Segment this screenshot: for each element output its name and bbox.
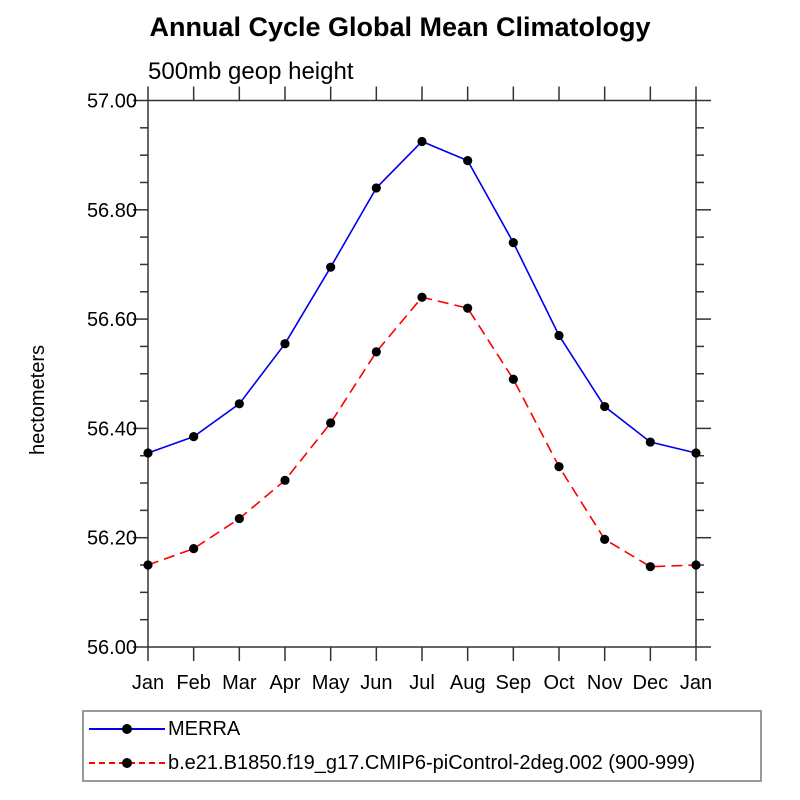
data-point bbox=[554, 331, 563, 340]
data-point bbox=[280, 339, 289, 348]
data-point bbox=[143, 560, 152, 569]
x-tick-label: Jan bbox=[131, 672, 165, 694]
data-point bbox=[691, 560, 700, 569]
y-tick-label: 56.60 bbox=[86, 309, 137, 332]
data-point bbox=[326, 418, 335, 427]
legend-sample-dashed-line bbox=[89, 758, 165, 768]
y-tick-label: 56.00 bbox=[86, 637, 137, 659]
plot-generated bbox=[87, 87, 712, 695]
data-point bbox=[646, 437, 655, 446]
x-tick-label: Feb bbox=[176, 672, 211, 694]
data-point bbox=[417, 293, 426, 302]
data-point bbox=[372, 183, 381, 192]
data-point bbox=[600, 402, 609, 411]
series-line-1 bbox=[148, 297, 696, 566]
y-tick-label: 56.20 bbox=[86, 527, 137, 550]
data-point bbox=[554, 462, 563, 471]
data-point bbox=[509, 375, 518, 384]
data-point bbox=[600, 535, 609, 544]
x-tick-label: Jul bbox=[409, 672, 435, 694]
data-point bbox=[417, 137, 426, 146]
legend-label-model: b.e21.B1850.f19_g17.CMIP6-piControl-2deg.002 (900-999) bbox=[168, 751, 696, 774]
data-point bbox=[691, 448, 700, 457]
legend bbox=[82, 710, 762, 782]
y-tick-label: 56.40 bbox=[86, 418, 137, 441]
chart-subtitle: 500mb geop height bbox=[148, 58, 354, 85]
legend-label-merra: MERRA bbox=[168, 717, 241, 740]
marker-dot-icon bbox=[122, 724, 132, 734]
x-tick-label: Jan bbox=[679, 672, 713, 694]
legend-item-model bbox=[84, 746, 760, 780]
y-axis-title: hectometers bbox=[27, 344, 49, 456]
y-tick-label: 56.80 bbox=[86, 199, 137, 222]
plot-frame bbox=[148, 101, 696, 648]
legend-sample-solid-line bbox=[89, 724, 165, 734]
data-point bbox=[189, 544, 198, 553]
legend-item-merra bbox=[84, 712, 760, 746]
data-point bbox=[372, 347, 381, 356]
data-point bbox=[646, 562, 655, 571]
x-tick-label: Mar bbox=[222, 672, 257, 694]
data-point bbox=[280, 476, 289, 485]
data-point bbox=[509, 238, 518, 247]
x-tick-label: Dec bbox=[632, 672, 669, 694]
x-tick-label: Apr bbox=[269, 672, 301, 694]
x-tick-label: May bbox=[311, 672, 350, 694]
data-point bbox=[143, 448, 152, 457]
chart-title: Annual Cycle Global Mean Climatology bbox=[149, 12, 651, 42]
marker-dot-icon bbox=[122, 758, 132, 768]
data-point bbox=[189, 432, 198, 441]
data-point bbox=[235, 399, 244, 408]
x-tick-label: Nov bbox=[586, 672, 623, 694]
y-tick-label: 57.00 bbox=[86, 90, 137, 113]
data-point bbox=[326, 263, 335, 272]
x-tick-label: Oct bbox=[543, 672, 575, 694]
data-point bbox=[235, 514, 244, 523]
data-point bbox=[463, 156, 472, 165]
data-point bbox=[463, 304, 472, 313]
x-tick-label: Aug bbox=[449, 672, 486, 694]
x-tick-label: Jun bbox=[360, 672, 393, 694]
x-tick-label: Sep bbox=[495, 672, 532, 694]
